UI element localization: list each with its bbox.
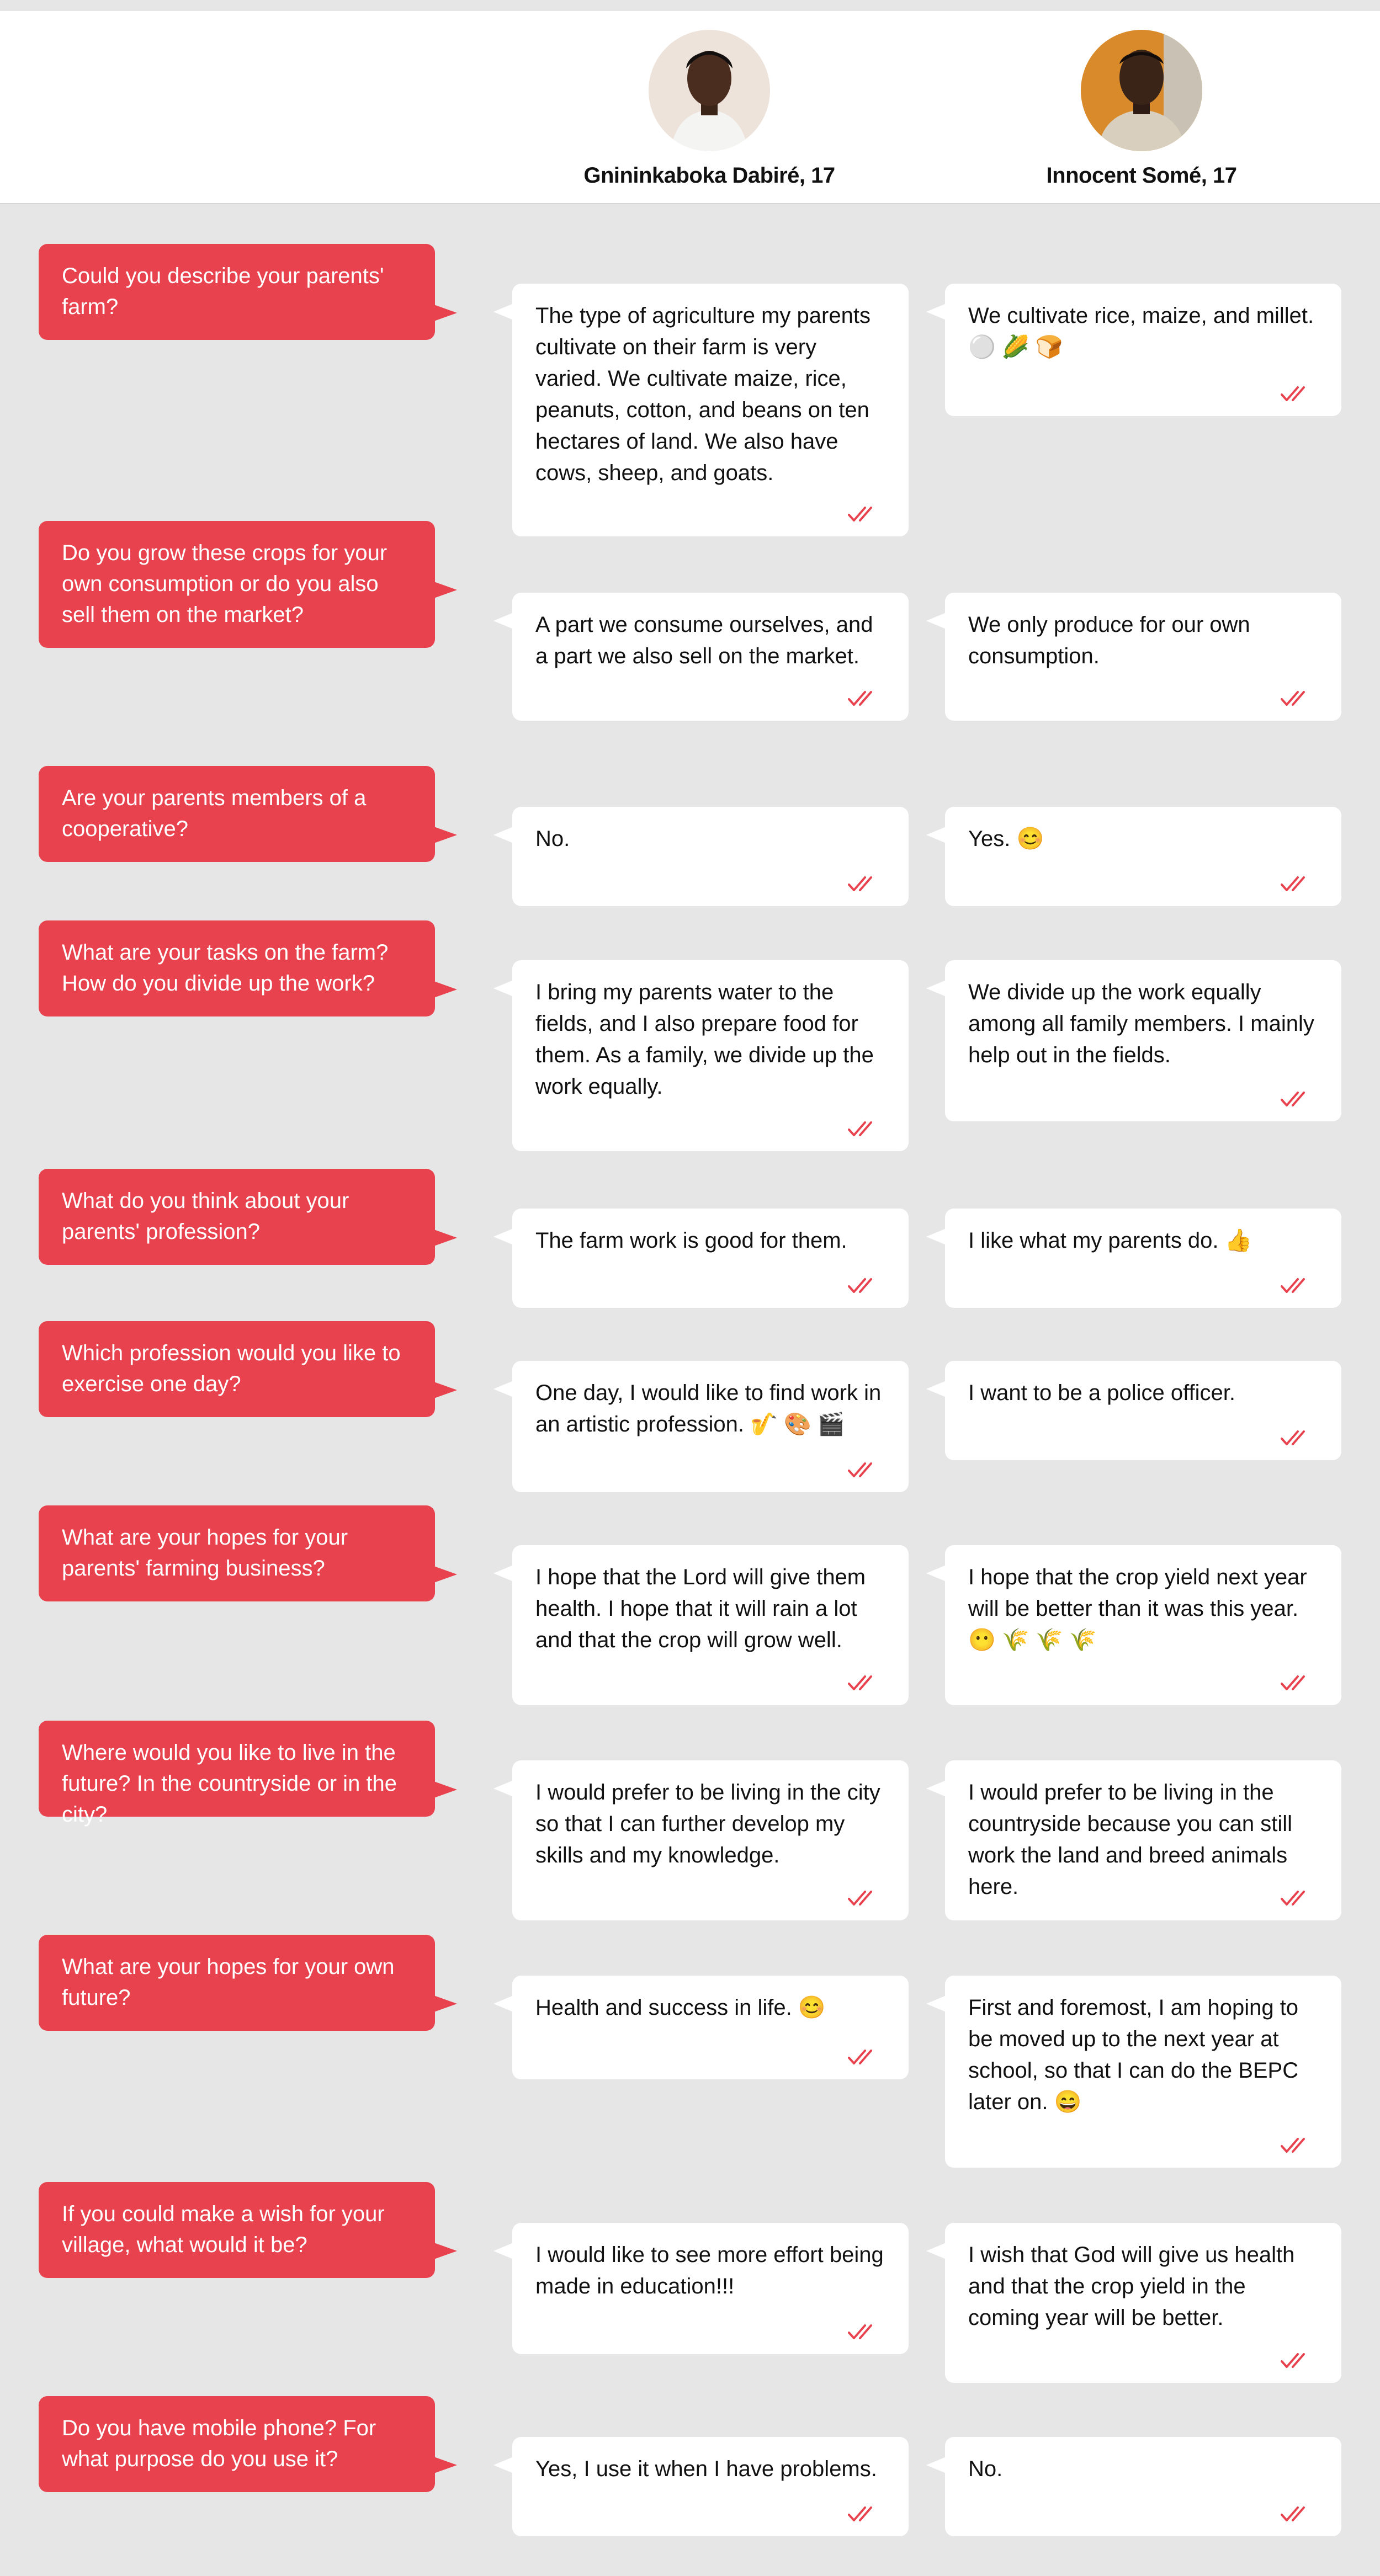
read-receipt-icon <box>848 1674 884 1691</box>
top-strip <box>0 0 1380 11</box>
read-receipt-icon <box>848 1890 884 1906</box>
question-bubble: Could you describe your parents' farm? <box>39 244 435 340</box>
answer-text: I wish that God will give us health and that the crop yield in the coming year will be better. <box>968 2243 1295 2330</box>
header <box>0 11 1380 204</box>
answer-text: Yes. 😊 <box>968 827 1044 851</box>
question-bubble: Do you have mobile phone? For what purpose do you use it? <box>39 2396 435 2492</box>
read-receipt-icon <box>1281 1890 1317 1906</box>
answer-bubble-person-2 <box>945 1209 1341 1308</box>
answer-bubble-person-1 <box>512 2437 909 2536</box>
read-receipt-icon <box>848 505 884 522</box>
read-receipt-icon <box>1281 690 1317 706</box>
question-bubble: Are your parents members of a cooperative? <box>39 766 435 862</box>
answer-text: First and foremost, I am hoping to be moved up to the next year at school, so that I can do the BEPC later on. 😄 <box>968 1995 1299 2114</box>
answer-bubble-person-1 <box>512 593 909 721</box>
answer-bubble-person-1 <box>512 960 909 1151</box>
question-bubble: What are your hopes for your parents' farming business? <box>39 1505 435 1601</box>
read-receipt-icon <box>848 1277 884 1294</box>
answer-bubble-person-1 <box>512 1545 909 1705</box>
answer-text: I want to be a police officer. <box>968 1381 1236 1405</box>
read-receipt-icon <box>1281 1090 1317 1107</box>
question-bubble: Which profession would you like to exercise one day? <box>39 1321 435 1417</box>
answer-bubble-person-2 <box>945 1760 1341 1920</box>
answer-text: We divide up the work equally among all family members. I mainly help out in the fields. <box>968 980 1314 1067</box>
answer-text: Yes, I use it when I have problems. <box>535 2457 877 2481</box>
answer-text: One day, I would like to find work in an artistic profession. 🎷 🎨 🎬 <box>535 1381 882 1436</box>
answer-text: A part we consume ourselves, and a part we also sell on the market. <box>535 613 873 668</box>
answer-bubble-person-1 <box>512 807 909 906</box>
question-bubble: What do you think about your parents' profession? <box>39 1169 435 1265</box>
person-2 <box>937 11 1346 188</box>
answer-text: I bring my parents water to the fields, and I also prepare food for them. As a family, we divide up the work equally. <box>535 980 874 1099</box>
read-receipt-icon <box>848 2323 884 2340</box>
answer-bubble-person-2 <box>945 1361 1341 1460</box>
answer-text: No. <box>535 827 570 851</box>
read-receipt-icon <box>1281 2505 1317 2522</box>
answer-bubble-person-1 <box>512 1361 909 1492</box>
answer-bubble-person-2 <box>945 807 1341 906</box>
answer-bubble-person-1 <box>512 2223 909 2354</box>
person-1-name: Gnininkaboka Dabiré, 17 <box>583 163 835 188</box>
read-receipt-icon <box>1281 875 1317 892</box>
question-bubble: Do you grow these crops for your own consumption or do you also sell them on the market? <box>39 521 435 648</box>
read-receipt-icon <box>848 2505 884 2522</box>
answer-text: I hope that the crop yield next year will be better than it was this year. 😶 🌾 🌾 🌾 <box>968 1565 1307 1652</box>
avatar-person-1 <box>649 30 770 151</box>
person-1 <box>505 11 914 188</box>
read-receipt-icon <box>1281 1674 1317 1691</box>
answer-bubble-person-2 <box>945 1545 1341 1705</box>
answer-text: We only produce for our own consumption. <box>968 613 1250 668</box>
answer-bubble-person-1 <box>512 1976 909 2079</box>
read-receipt-icon <box>848 2048 884 2065</box>
answer-bubble-person-2 <box>945 2223 1341 2383</box>
answer-text: No. <box>968 2457 1003 2481</box>
read-receipt-icon <box>1281 1277 1317 1294</box>
answer-bubble-person-1 <box>512 1209 909 1308</box>
answer-text: We cultivate rice, maize, and millet. ⚪ 🌽 🍞 <box>968 304 1314 359</box>
answer-text: I would prefer to be living in the countryside because you can still work the land and breed animals here. <box>968 1780 1292 1899</box>
read-receipt-icon <box>848 1461 884 1478</box>
answer-text: Health and success in life. 😊 <box>535 1995 826 2020</box>
answer-text: The type of agriculture my parents cultivate on their farm is very varied. We cultivate maize, rice, peanuts, cotton, and beans on ten hectares of land. We also have cows, sheep, and goats. <box>535 304 871 485</box>
person-2-name: Innocent Somé, 17 <box>1046 163 1237 188</box>
answer-text: I like what my parents do. 👍 <box>968 1228 1252 1253</box>
question-bubble: Where would you like to live in the future? In the countryside or in the city? <box>39 1721 435 1817</box>
read-receipt-icon <box>848 1120 884 1137</box>
answer-text: I would like to see more effort being made in education!!! <box>535 2243 884 2298</box>
read-receipt-icon <box>848 875 884 892</box>
question-bubble: What are your tasks on the farm? How do you divide up the work? <box>39 920 435 1016</box>
answer-text: I would prefer to be living in the city so that I can further develop my skills and my knowledge. <box>535 1780 880 1867</box>
read-receipt-icon <box>1281 2352 1317 2369</box>
read-receipt-icon <box>848 690 884 706</box>
avatar-person-2 <box>1081 30 1202 151</box>
answer-bubble-person-1 <box>512 284 909 536</box>
read-receipt-icon <box>1281 385 1317 402</box>
question-bubble: What are your hopes for your own future? <box>39 1935 435 2031</box>
read-receipt-icon <box>1281 1429 1317 1446</box>
read-receipt-icon <box>1281 2137 1317 2153</box>
answer-bubble-person-2 <box>945 1976 1341 2168</box>
answer-bubble-person-1 <box>512 1760 909 1920</box>
answer-bubble-person-2 <box>945 593 1341 721</box>
answer-bubble-person-2 <box>945 960 1341 1121</box>
question-bubble: If you could make a wish for your village, what would it be? <box>39 2182 435 2278</box>
answer-bubble-person-2 <box>945 284 1341 416</box>
answer-text: The farm work is good for them. <box>535 1228 847 1253</box>
answer-text: I hope that the Lord will give them health. I hope that it will rain a lot and that the crop will grow well. <box>535 1565 866 1652</box>
answer-bubble-person-2 <box>945 2437 1341 2536</box>
